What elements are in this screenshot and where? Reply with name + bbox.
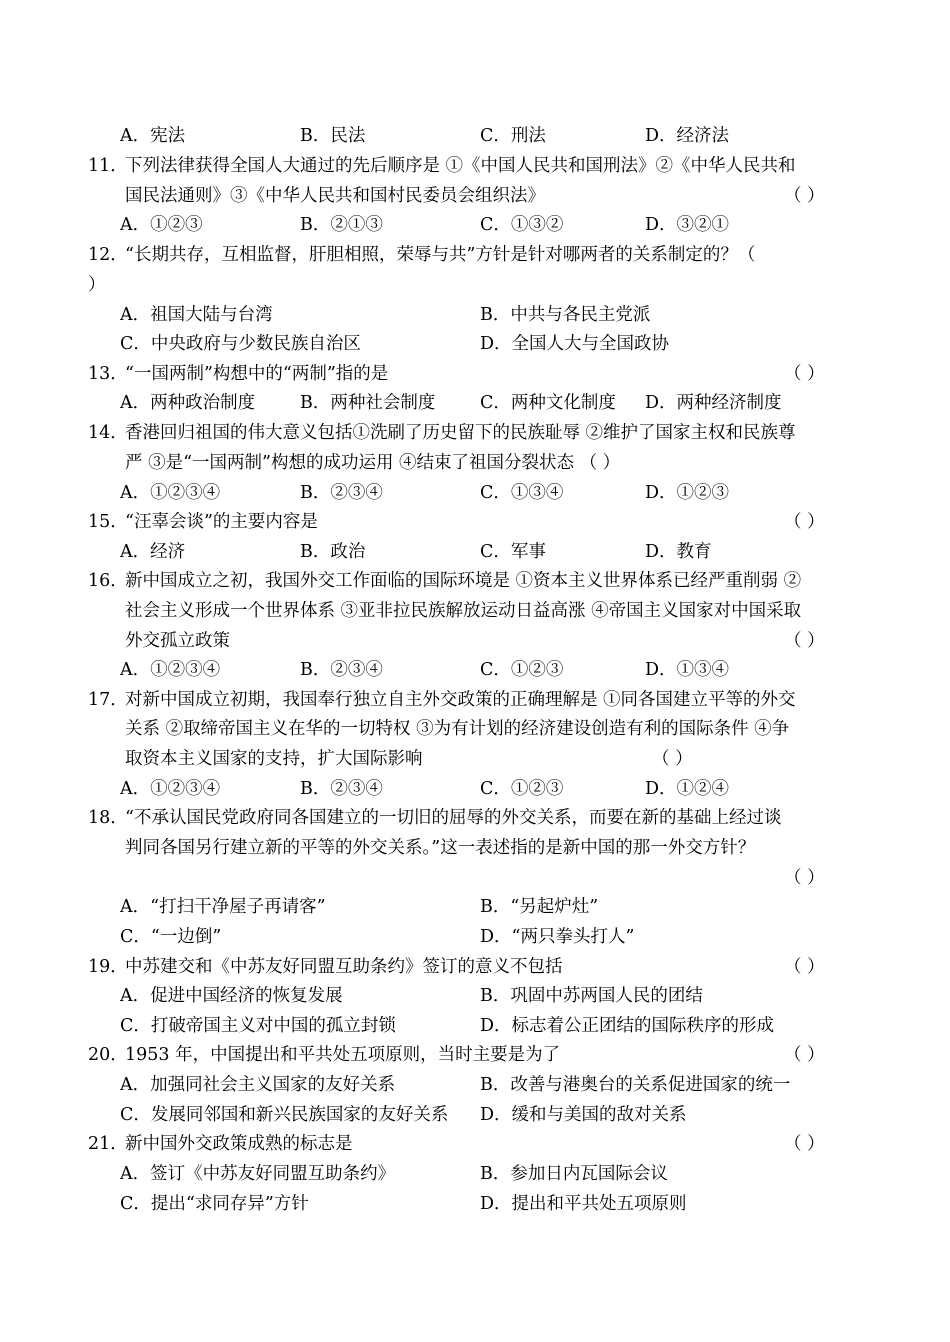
q15-option-c: C．军事 bbox=[480, 542, 546, 562]
q12-option-d: D．全国人大与全国政协 bbox=[480, 334, 670, 354]
q15-option-a: A．经济 bbox=[120, 542, 186, 562]
q12-text-2: ） bbox=[88, 275, 106, 295]
q18-option-c: C．“一边倒” bbox=[120, 927, 222, 947]
q18-answer-paren: （ ） bbox=[784, 868, 825, 888]
q17-option-c: C．①②③ bbox=[480, 779, 564, 799]
q14-text-1: 香港回归祖国的伟大意义包括①洗刷了历史留下的民族耻辱 ②维护了国家主权和民族尊 bbox=[125, 423, 796, 443]
q20-option-c: C．发展同邻国和新兴民族国家的友好关系 bbox=[120, 1105, 449, 1125]
q17-number: 17． bbox=[88, 690, 128, 710]
q21-text-1: 新中国外交政策成熟的标志是 bbox=[125, 1134, 353, 1154]
q18-option-b: B．“另起炉灶” bbox=[480, 897, 599, 917]
q16-text-1: 新中国成立之初，我国外交工作面临的国际环境是 ①资本主义世界体系已经严重削弱 ② bbox=[125, 571, 802, 591]
q19-text-1: 中苏建交和《中苏友好同盟互助条约》签订的意义不包括 bbox=[125, 957, 563, 977]
q11-answer-paren: （ ） bbox=[784, 186, 825, 206]
q17-text-2: 关系 ②取缔帝国主义在华的一切特权 ③为有计划的经济建设创造有利的国际条件 ④争 bbox=[125, 719, 790, 739]
q17-option-d: D．①②④ bbox=[645, 779, 730, 799]
q11-option-d: D．③②① bbox=[645, 215, 730, 235]
q17-option-b: B．②③④ bbox=[300, 779, 383, 799]
q13-text-1: “一国两制”构想中的“两制”指的是 bbox=[125, 364, 389, 384]
q18-text-1: “不承认国民党政府同各国建立的一切旧的屈辱的外交关系，而要在新的基础上经过谈 bbox=[125, 808, 782, 828]
q13-option-d: D．两种经济制度 bbox=[645, 393, 782, 413]
q16-option-a: A．①②③④ bbox=[120, 660, 221, 680]
q12-option-b: B．中共与各民主党派 bbox=[480, 305, 651, 325]
q19-option-a: A．促进中国经济的恢复发展 bbox=[120, 986, 343, 1006]
q17-option-a: A．①②③④ bbox=[120, 779, 221, 799]
q11-text-1: 下列法律获得全国人大通过的先后顺序是 ①《中国人民共和国刑法》②《中华人民共和 bbox=[125, 156, 796, 176]
q13-option-c: C．两种文化制度 bbox=[480, 393, 616, 413]
q17-text-3: 取资本主义国家的支持，扩大国际影响 bbox=[125, 749, 423, 769]
q16-option-d: D．①③④ bbox=[645, 660, 730, 680]
q19-answer-paren: （ ） bbox=[784, 957, 825, 977]
q21-number: 21． bbox=[88, 1134, 128, 1154]
q20-option-b: B．改善与港奥台的关系促进国家的统一 bbox=[480, 1075, 791, 1095]
q14-option-b: B．②③④ bbox=[300, 483, 383, 503]
q21-option-d: D．提出和平共处五项原则 bbox=[480, 1194, 687, 1214]
q19-option-c: C．打破帝国主义对中国的孤立封锁 bbox=[120, 1016, 396, 1036]
q13-option-a: A．两种政治制度 bbox=[120, 393, 256, 413]
q12-option-a: A．祖国大陆与台湾 bbox=[120, 305, 273, 325]
q12-text-1: “长期共存，互相监督，肝胆相照，荣辱与共”方针是针对哪两者的关系制定的？（ bbox=[125, 245, 756, 265]
q17-answer-paren: （ ） bbox=[652, 749, 693, 769]
q20-text-1: 1953 年，中国提出和平共处五项原则，当时主要是为了 bbox=[125, 1045, 561, 1065]
q13-number: 13． bbox=[88, 364, 128, 384]
q13-answer-paren: （ ） bbox=[784, 364, 825, 384]
q14-text-2: 严 ③是“一国两制”构想的成功运用 ④结束了祖国分裂状态 （ ） bbox=[125, 453, 621, 473]
q14-option-a: A．①②③④ bbox=[120, 483, 221, 503]
q10-option-a: A．宪法 bbox=[120, 126, 186, 146]
q21-option-c: C．提出“求同存异”方针 bbox=[120, 1194, 309, 1214]
q18-number: 18． bbox=[88, 808, 128, 828]
q20-option-a: A．加强同社会主义国家的友好关系 bbox=[120, 1075, 396, 1095]
q11-option-b: B．②①③ bbox=[300, 215, 383, 235]
q17-text-1: 对新中国成立初期，我国奉行独立自主外交政策的正确理解是 ①同各国建立平等的外交 bbox=[125, 690, 796, 710]
q15-answer-paren: （ ） bbox=[784, 512, 825, 532]
q11-text-2: 国民法通则》③《中华人民共和国村民委员会组织法》 bbox=[125, 186, 545, 206]
q21-answer-paren: （ ） bbox=[784, 1134, 825, 1154]
q20-answer-paren: （ ） bbox=[784, 1045, 825, 1065]
q10-option-d: D．经济法 bbox=[645, 126, 730, 146]
q16-number: 16． bbox=[88, 571, 128, 591]
q16-option-b: B．②③④ bbox=[300, 660, 383, 680]
q19-number: 19． bbox=[88, 957, 128, 977]
q16-text-2: 社会主义形成一个世界体系 ③亚非拉民族解放运动日益高涨 ④帝国主义国家对中国采取 bbox=[125, 601, 802, 621]
q13-option-b: B．两种社会制度 bbox=[300, 393, 436, 413]
q18-option-a: A．“打扫干净屋子再请客” bbox=[120, 897, 326, 917]
q20-number: 20． bbox=[88, 1045, 128, 1065]
q15-option-b: B．政治 bbox=[300, 542, 366, 562]
q15-number: 15． bbox=[88, 512, 128, 532]
q14-number: 14． bbox=[88, 423, 128, 443]
q15-text-1: “汪辜会谈”的主要内容是 bbox=[125, 512, 318, 532]
q21-option-b: B．参加日内瓦国际会议 bbox=[480, 1164, 668, 1184]
q12-option-c: C．中央政府与少数民族自治区 bbox=[120, 334, 361, 354]
q15-option-d: D．教育 bbox=[645, 542, 712, 562]
q11-number: 11． bbox=[88, 156, 128, 176]
q21-option-a: A．签订《中苏友好同盟互助条约》 bbox=[120, 1164, 396, 1184]
q12-number: 12． bbox=[88, 245, 128, 265]
q18-text-2: 判同各国另行建立新的平等的外交关系。”这一表述指的是新中国的那一外交方针？ bbox=[125, 838, 756, 858]
q16-option-c: C．①②③ bbox=[480, 660, 564, 680]
q14-option-d: D．①②③ bbox=[645, 483, 730, 503]
q10-option-b: B．民法 bbox=[300, 126, 366, 146]
q16-answer-paren: （ ） bbox=[784, 631, 825, 651]
q19-option-d: D．标志着公正团结的国际秩序的形成 bbox=[480, 1016, 775, 1036]
q14-option-c: C．①③④ bbox=[480, 483, 564, 503]
q20-option-d: D．缓和与美国的敌对关系 bbox=[480, 1105, 687, 1125]
q10-option-c: C．刑法 bbox=[480, 126, 546, 146]
q18-option-d: D．“两只拳头打人” bbox=[480, 927, 635, 947]
q16-text-3: 外交孤立政策 bbox=[125, 631, 230, 651]
q11-option-a: A．①②③ bbox=[120, 215, 203, 235]
q19-option-b: B．巩固中苏两国人民的团结 bbox=[480, 986, 703, 1006]
q11-option-c: C．①③② bbox=[480, 215, 564, 235]
